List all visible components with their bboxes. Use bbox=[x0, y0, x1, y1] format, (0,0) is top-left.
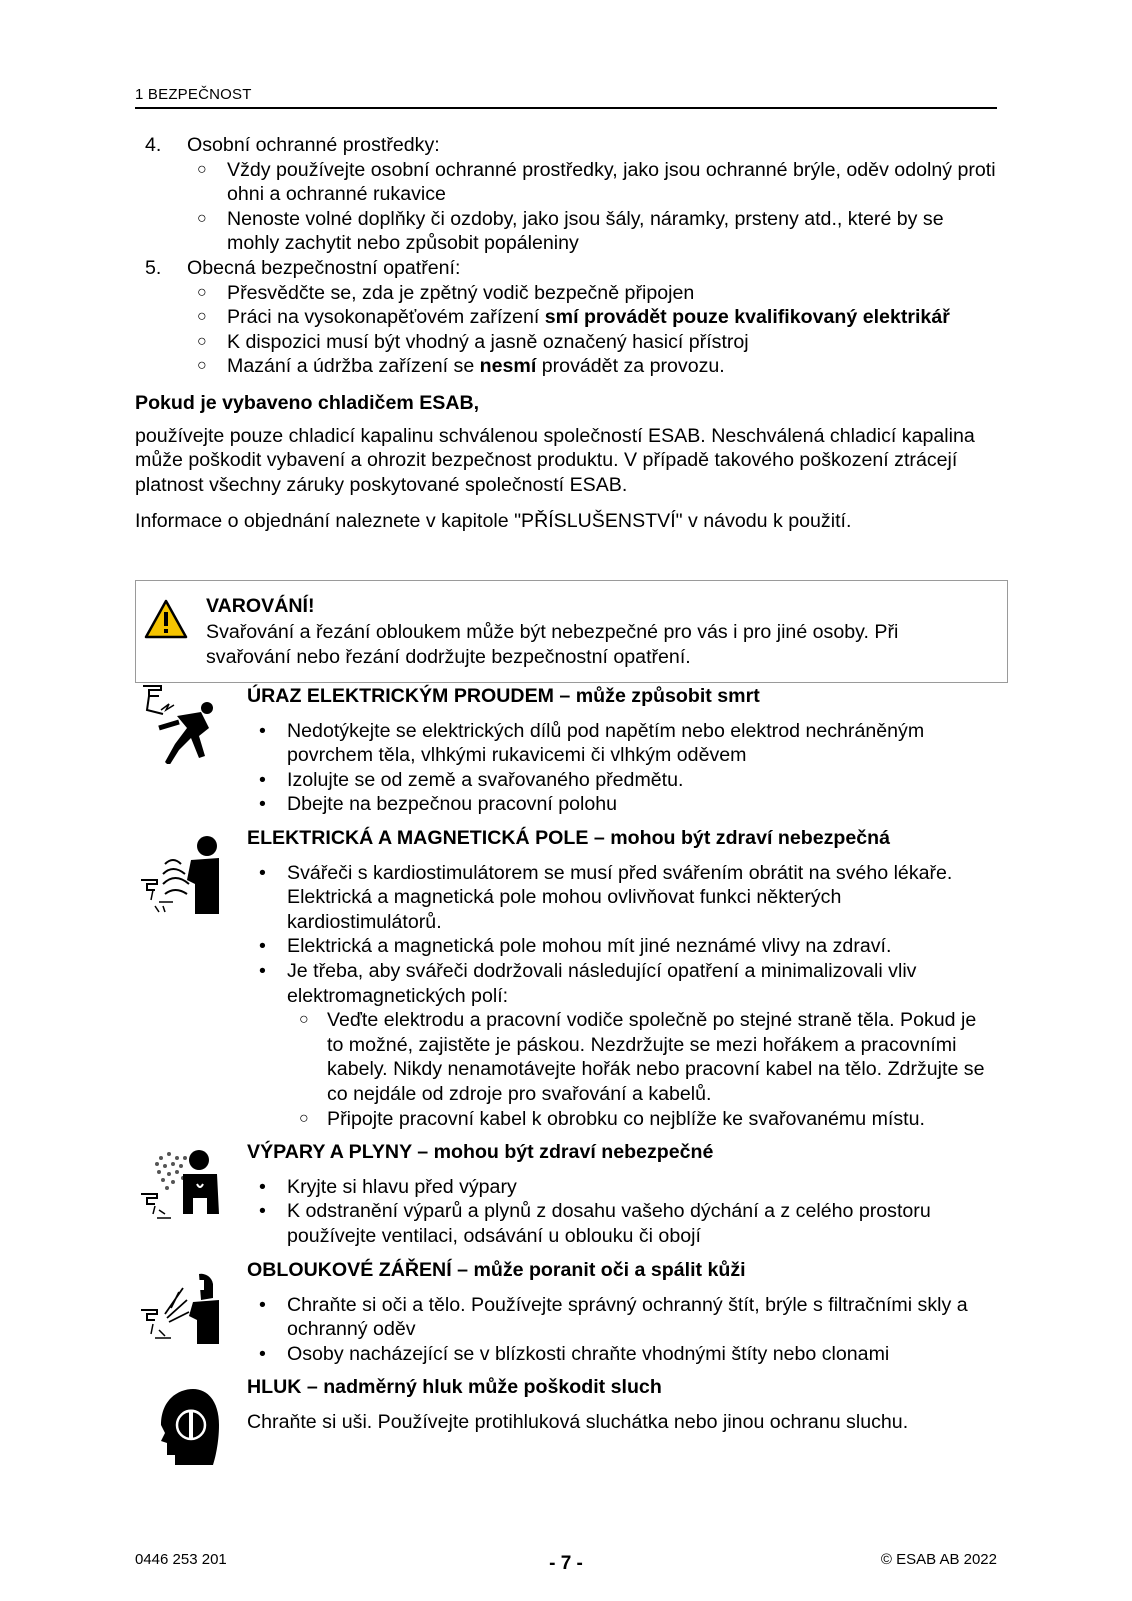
bullet-text: Kryjte si hlavu před výpary bbox=[287, 1175, 517, 1198]
item-text: Nenoste volné doplňky či ozdoby, jako jsou šály, náramky, prsteny atd., které by se mohly zachytit nebo způsobit popáleniny bbox=[227, 207, 944, 255]
item-text: K dispozici musí být vhodný a jasně označený hasicí přístroj bbox=[227, 330, 749, 353]
noise-ear-protection-icon bbox=[139, 1385, 219, 1465]
bullet-marker: • bbox=[259, 1293, 266, 1316]
bullet-marker: • bbox=[259, 719, 266, 742]
list-item bbox=[187, 281, 997, 306]
step-number: 4. bbox=[145, 134, 162, 156]
list-item bbox=[187, 305, 997, 330]
list-item bbox=[247, 861, 997, 935]
circle-marker: ○ bbox=[299, 1011, 309, 1029]
list-item bbox=[247, 1175, 997, 1200]
warning-box bbox=[135, 580, 1008, 683]
item-text: Vždy používejte osobní ochranné prostředky, jako jsou ochranné brýle, oděv odolný proti ohni a ochranné rukavice bbox=[227, 158, 996, 206]
list-item bbox=[247, 768, 997, 793]
circle-marker: ○ bbox=[197, 283, 207, 301]
circle-marker: ○ bbox=[299, 1109, 309, 1127]
electromagnetic-field-icon bbox=[139, 834, 219, 914]
emphasis-text: nesmí bbox=[479, 355, 537, 378]
step-subitems bbox=[187, 158, 997, 256]
bullet-marker: • bbox=[259, 1200, 266, 1223]
list-item bbox=[247, 1293, 997, 1342]
fumes-gases-icon bbox=[139, 1144, 219, 1224]
main-content bbox=[135, 133, 997, 534]
sub-list-item bbox=[287, 1107, 997, 1132]
sub-item-text: Veďte elektrodu a pracovní vodiče společně po stejné straně těla. Pokud je to možné, zajistěte je páskou. Nezdržujte se mezi hořákem a pracovními kabely. Nikdy nenamotávejte hořák nebo pracovní kabel na tělo. Zdržujte se co nejdále od zdroje pro svařování a kabelů. bbox=[327, 1009, 985, 1105]
step-item bbox=[135, 256, 997, 379]
circle-marker: ○ bbox=[197, 332, 207, 350]
step-title: Obecná bezpečnostní opatření: bbox=[187, 256, 461, 279]
step-number: 5. bbox=[145, 256, 162, 279]
bullet-text: Osoby nacházející se v blízkosti chraňte vhodnými štíty nebo clonami bbox=[287, 1342, 890, 1365]
list-item bbox=[247, 792, 997, 817]
step-title: Osobní ochranné prostředky: bbox=[187, 134, 440, 156]
list-item bbox=[247, 934, 997, 959]
arc-rays-icon bbox=[139, 1268, 219, 1348]
item-text: provádět za provozu. bbox=[536, 355, 725, 378]
list-item bbox=[187, 207, 997, 256]
hazard-title: VÝPARY A PLYNY – mohou být zdraví nebezpečné bbox=[247, 1141, 714, 1163]
bullet-text: Je třeba, aby svářeči dodržovali následující opatření a minimalizovali vliv elektromagnetických polí: bbox=[287, 959, 917, 1007]
bullet-text: Elektrická a magnetická pole mohou mít jiné neznámé vlivy na zdraví. bbox=[287, 935, 892, 958]
hazard-bullets bbox=[247, 1293, 997, 1367]
cooling-text: používejte pouze chladicí kapalinu schválenou společností ESAB. Neschválená chladicí kapalina může poškodit vybavení a ohrozit bezpečnost produktu. V případě takového poškození ztrácejí platnost všechny záruky poskytované společností ESAB. bbox=[135, 424, 975, 496]
page-number: - 7 - bbox=[549, 1553, 583, 1574]
bullet-marker: • bbox=[259, 1175, 266, 1198]
sub-list bbox=[287, 1008, 997, 1131]
list-item bbox=[187, 354, 997, 379]
step-item bbox=[135, 133, 997, 256]
bullet-text: Izolujte se od země a svařovaného předmětu. bbox=[287, 768, 684, 791]
copyright: © ESAB AB 2022 bbox=[880, 1551, 997, 1568]
bullet-marker: • bbox=[259, 1342, 266, 1365]
list-item bbox=[247, 959, 997, 1131]
safety-steps bbox=[135, 133, 997, 379]
circle-marker: ○ bbox=[197, 308, 207, 326]
list-item bbox=[247, 1342, 997, 1367]
doc-number: 0446 253 201 bbox=[135, 1551, 227, 1568]
sub-list-item bbox=[287, 1008, 997, 1106]
circle-marker: ○ bbox=[197, 357, 207, 375]
warning-triangle-icon bbox=[144, 599, 188, 639]
bullet-marker: • bbox=[259, 935, 266, 958]
step-subitems bbox=[187, 281, 997, 379]
warning-title: VAROVÁNÍ! bbox=[206, 595, 315, 617]
hazard-title: ÚRAZ ELEKTRICKÝM PROUDEM – může způsobit smrt bbox=[247, 685, 760, 707]
bullet-marker: • bbox=[259, 793, 266, 816]
list-item bbox=[187, 158, 997, 207]
item-text: Přesvědčte se, zda je zpětný vodič bezpečně připojen bbox=[227, 281, 695, 304]
bullet-text: Svářeči s kardiostimulátorem se musí před svářením obrátit na svého lékaře. Elektrická a magnetická pole mohou ovlivňovat funkci některých kardiostimulátorů. bbox=[287, 861, 953, 933]
sub-item-text: Připojte pracovní kabel k obrobku co nejblíže ke svařovanému místu. bbox=[327, 1107, 925, 1130]
running-header: 1 BEZPEČNOST bbox=[135, 86, 997, 109]
list-item bbox=[247, 1199, 997, 1248]
circle-marker: ○ bbox=[197, 209, 207, 227]
hazard-title: HLUK – nadměrný hluk může poškodit sluch bbox=[247, 1376, 662, 1398]
hazard-title: OBLOUKOVÉ ZÁŘENÍ – může poranit oči a spálit kůži bbox=[247, 1259, 746, 1281]
cooling-heading: Pokud je vybaveno chladičem ESAB, bbox=[135, 391, 480, 414]
bullet-text: K odstranění výparů a plynů z dosahu vašeho dýchání a z celého prostoru používejte ventilaci, odsávání u oblouku či obojí bbox=[287, 1200, 931, 1247]
bullet-marker: • bbox=[259, 959, 266, 982]
hazard-bullets bbox=[247, 719, 997, 817]
bullet-marker: • bbox=[259, 861, 266, 884]
emphasis-text: smí provádět pouze kvalifikovaný elektrikář bbox=[544, 306, 950, 329]
list-item bbox=[247, 719, 997, 768]
circle-marker: ○ bbox=[197, 160, 207, 178]
list-item bbox=[187, 330, 997, 355]
item-text: Práci na vysokonapěťovém zařízení bbox=[227, 306, 545, 329]
item-text: Mazání a údržba zařízení se bbox=[227, 355, 480, 378]
warning-text: Svařování a řezání obloukem může být nebezpečné pro vás i pro jiné osoby. Při svařování nebo řezání dodržujte bezpečnostní opatření. bbox=[206, 621, 899, 668]
hazard-title: ELEKTRICKÁ A MAGNETICKÁ POLE – mohou být zdraví nebezpečná bbox=[247, 827, 891, 849]
electric-shock-icon bbox=[139, 684, 219, 764]
bullet-text: Chraňte si oči a tělo. Používejte správný ochranný štít, brýle s filtračními skly a ochranný oděv bbox=[287, 1293, 968, 1341]
hazard-bullets bbox=[247, 861, 997, 1132]
hazard-text: Chraňte si uši. Používejte protihluková sluchátka nebo jinou ochranu sluchu. bbox=[247, 1410, 909, 1433]
hazard-bullets bbox=[247, 1175, 997, 1249]
bullet-marker: • bbox=[259, 768, 266, 791]
bullet-text: Nedotýkejte se elektrických dílů pod napětím nebo elektrod nechráněným povrchem těla, vlhkými rukavicemi či vlhkým oděvem bbox=[287, 719, 925, 767]
ordering-info: Informace o objednání naleznete v kapitole "PŘÍSLUŠENSTVÍ" v návodu k použití. bbox=[135, 510, 852, 533]
bullet-text: Dbejte na bezpečnou pracovní polohu bbox=[287, 793, 618, 816]
